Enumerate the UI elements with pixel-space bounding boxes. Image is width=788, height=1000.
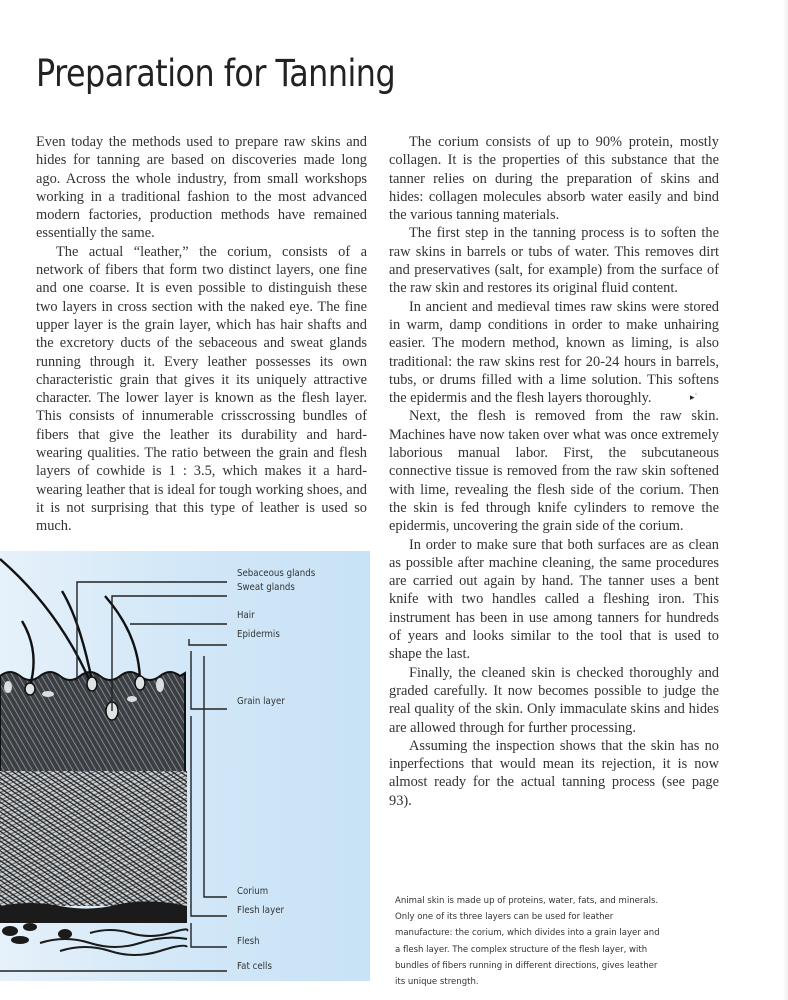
hair-shafts — [0, 559, 140, 686]
left-text-column — [36, 133, 367, 536]
print-speck: ▸˙ — [690, 392, 698, 402]
label-corium: Corium — [237, 886, 269, 897]
fat-cells-shape — [2, 923, 72, 944]
label-flesh: Flesh — [237, 936, 260, 947]
label-hair: Hair — [237, 610, 255, 621]
label-grain-layer: Grain layer — [237, 696, 285, 707]
skin-cross-section-illustration — [0, 551, 370, 981]
paragraph: In ancient and medieval times raw skins were stored in warm, damp conditions in order to make unhairing easier. The modern method, known as liming, is also traditional: the raw skins rest for 20-24 hours in barrels, tubs, or drums filled with a lime solution. This softens the epidermis and the flesh layers thoroughly. — [389, 298, 719, 407]
paragraph: Assuming the inspection shows that the skin has no inperfections that would mean its rejection, it is now almost ready for the actual tanning process (see page 93). — [389, 737, 719, 809]
label-fat-cells: Fat cells — [237, 961, 272, 972]
paragraph: Next, the flesh is removed from the raw skin. Machines have now taken over what was once extremely laborious manual labor. First, the subcutaneous connective tissue is removed from the raw skin softened with lime, revealing the flesh side of the corium. Then the skin is fed through knife cylinders to remove the epidermis, uncovering the grain side of the corium. — [389, 408, 719, 535]
paragraph: Finally, the cleaned skin is checked thoroughly and graded carefully. It now becomes possible to judge the real quality of the skin. Only immaculate skins and hides are allowed through for further processing. — [389, 664, 719, 736]
label-flesh-layer: Flesh layer — [237, 905, 285, 916]
paragraph: The first step in the tanning process is to soften the raw skins in barrels or tubs of water. This removes dirt and preservatives (salt, for example) from the surface of the raw skin and restores its original fluid content. — [389, 225, 719, 297]
paragraph: Even today the methods used to prepare raw skins and hides for tanning are based on discoveries made long ago. Across the whole industry, from small workshops working in a traditional fashion to the most advanced modern factories, production methods have remained essentially the same. — [36, 134, 367, 242]
right-text-column — [389, 133, 719, 810]
label-epidermis: Epidermis — [237, 629, 280, 640]
label-sweat-glands: Sweat glands — [237, 582, 295, 593]
label-sebaceous-glands: Sebaceous glands — [237, 568, 316, 579]
paragraph: The actual “leather,” the corium, consists of a network of fibers that form two distinct layers, one fine and one coarse. It is even possible to distinguish these two layers in cross section with the naked eye. The fine upper layer is the grain layer, which has hair shafts and the excretory ducts of the sebaceous and sweat glands running through it. Every leather possesses its own characteristic grain that gives it its uniquely attractive character. The lower layer is known as the flesh layer. This consists of innumerable crisscrossing bundles of fibers that give the leather its durability and hard-wearing qualities. The ratio between the grain and flesh layers of cowhide is 1 : 3.5, which makes it a hard-wearing leather that is ideal for tough working shoes, and it is not surprising that this type of leather is used so much. — [36, 243, 367, 535]
page-title: Preparation for Tanning — [36, 52, 396, 95]
figure-caption: Animal skin is made up of proteins, water, fats, and minerals. Only one of its three layers can be used for leather manufacture: the corium, which divides into a grain layer and a flesh layer. The complex structure of the flesh layer, with bundles of fibers running in different directions, gives leather its unique strength. — [395, 895, 660, 988]
paragraph: In order to make sure that both surfaces are as clean as possible after machine cleaning, the same procedures are carried out again by hand. The tanner uses a bent knife with two handles called a fleshing iron. This instrument has been in use among tanners for hundreds of years and looks similar to the tool that is used to shape the last. — [389, 536, 719, 663]
skin-cross-section-figure — [0, 551, 370, 981]
paragraph: The corium consists of up to 90% protein, mostly collagen. It is the properties of this substance that the tanner relies on during the preparation of skins and hides: collagen molecules absorb water easily and bind the various tanning materials. — [389, 134, 719, 224]
page-edge — [782, 0, 788, 1000]
